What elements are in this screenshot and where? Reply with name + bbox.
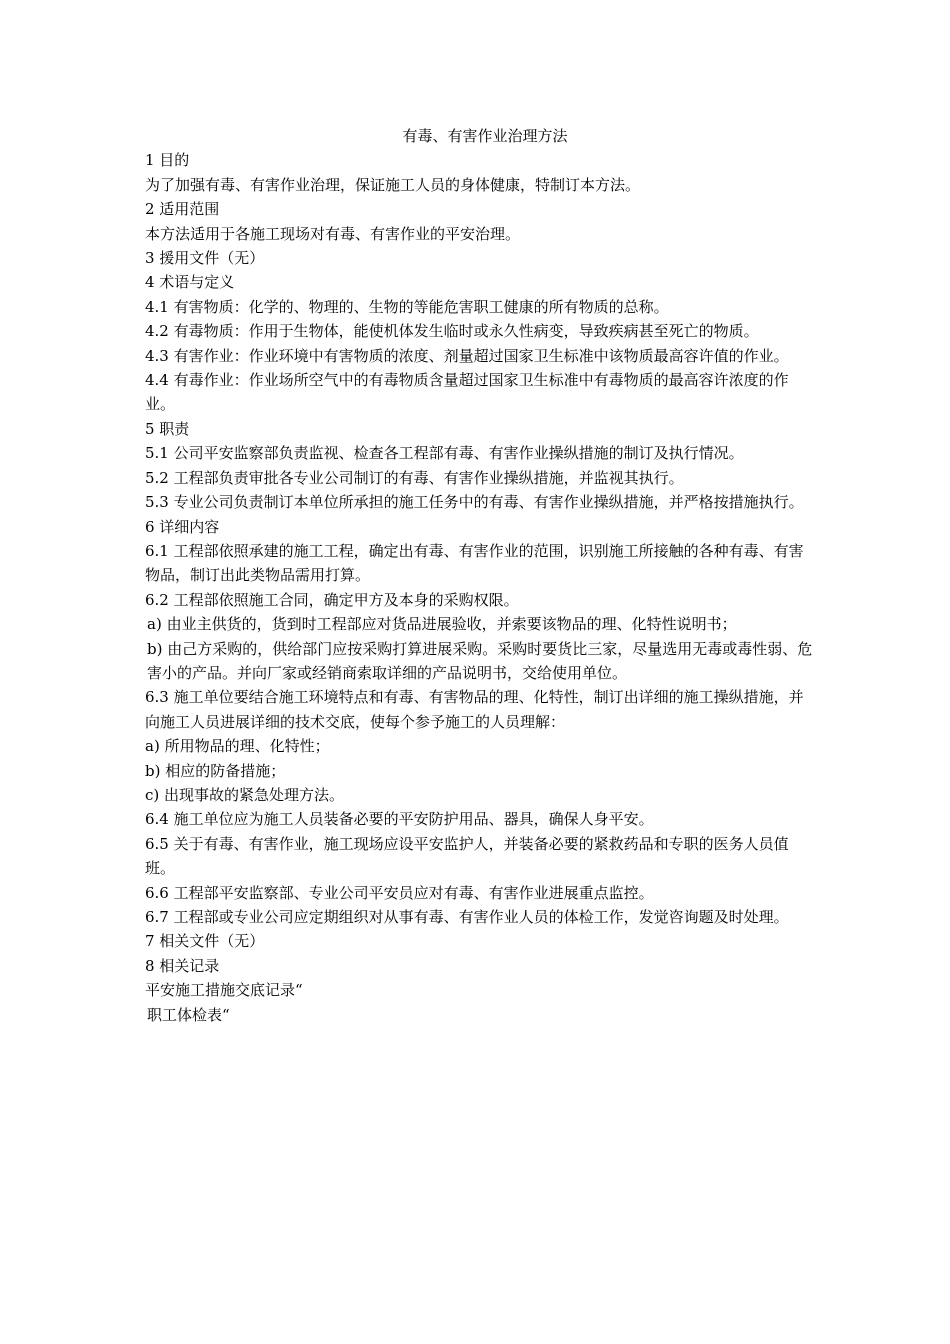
paragraph: 4.1 有害物质：化学的、物理的、生物的等能危害职工健康的所有物质的总称。 <box>145 297 669 316</box>
paragraph: 2 适用范围 <box>145 200 220 219</box>
paragraph: 为了加强有毒、有害作业治理，保证施工人员的身体健康，特制订本方法。 <box>145 175 641 194</box>
paragraph: 5 职责 <box>145 419 190 438</box>
paragraph: a) 由业主供货的，货到时工程部应对货品进展验收，并索要该物品的理、化特性说明书； <box>147 615 737 634</box>
paragraph: 职工体检表“ <box>147 1005 230 1024</box>
document-page <box>145 124 815 1027</box>
paragraph: 6.4 施工单位应为施工人员装备必要的平安防护用品、器具，确保人身平安。 <box>145 810 654 829</box>
paragraph: 3 援用文件（无） <box>145 249 265 268</box>
paragraph: 7 相关文件（无） <box>145 932 265 951</box>
paragraph: 6.1 工程部依照承建的施工工程，确定出有毒、有害作业的范围，识别施工所接触的各种有毒、有害物品，制订出此类物品需用打算。 <box>145 541 804 585</box>
paragraph: 平安施工措施交底记录“ <box>145 981 303 1000</box>
paragraph: 5.1 公司平安监察部负责监视、检查各工程部有毒、有害作业操纵措施的制订及执行情况。 <box>145 444 744 463</box>
paragraph: 1 目的 <box>145 151 190 170</box>
paragraph: 4 术语与定义 <box>145 273 235 292</box>
paragraph: 6.3 施工单位要结合施工环境特点和有毒、有害物品的理、化特性，制订出详细的施工操纵措施，并向施工人员进展详细的技术交底，使每个参予施工的人员理解： <box>145 688 804 731</box>
paragraph: 4.3 有害作业：作业环境中有害物质的浓度、剂量超过国家卫生标准中该物质最高容许值的作业。 <box>145 346 789 365</box>
paragraph: c) 出现事故的紧急处理方法。 <box>145 785 345 804</box>
document-body <box>145 148 815 1027</box>
paragraph: 6.2 工程部依照施工合同，确定甲方及本身的采购权限。 <box>145 590 519 609</box>
paragraph: 6.6 工程部平安监察部、专业公司平安员应对有毒、有害作业进展重点监控。 <box>145 883 654 902</box>
paragraph: 4.4 有毒作业：作业场所空气中的有毒物质含量超过国家卫生标准中有毒物质的最高容许浓度的作业。 <box>145 371 789 414</box>
paragraph: 6 详细内容 <box>145 517 220 536</box>
paragraph: 6.5 关于有毒、有害作业，施工现场应设平安监护人，并装备必要的紧救药品和专职的医务人员值班。 <box>145 834 789 878</box>
paragraph: 本方法适用于各施工现场对有毒、有害作业的平安治理。 <box>145 224 521 243</box>
document-title: 有毒、有害作业治理方法 <box>402 127 568 145</box>
paragraph: 6.7 工程部或专业公司应定期组织对从事有毒、有害作业人员的体检工作，发觉咨询题及时处理。 <box>145 908 789 926</box>
paragraph: 5.3 专业公司负责制订本单位所承担的施工任务中的有毒、有害作业操纵措施，并严格按措施执行。 <box>145 493 804 512</box>
paragraph: b) 由己方采购的，供给部门应按采购打算进展采购。采购时要货比三家，尽量选用无毒或毒性弱、危害小的产品。并向厂家或经销商索取详细的产品说明书，交给使用单位。 <box>147 639 813 682</box>
paragraph: 4.2 有毒物质：作用于生物体，能使机体发生临时或永久性病变，导致疾病甚至死亡的物质。 <box>145 322 759 341</box>
paragraph: b) 相应的防备措施； <box>145 761 286 780</box>
paragraph: a) 所用物品的理、化特性； <box>145 737 330 756</box>
paragraph: 5.2 工程部负责审批各专业公司制订的有毒、有害作业操纵措施，并监视其执行。 <box>145 468 684 487</box>
paragraph: 8 相关记录 <box>145 956 220 975</box>
